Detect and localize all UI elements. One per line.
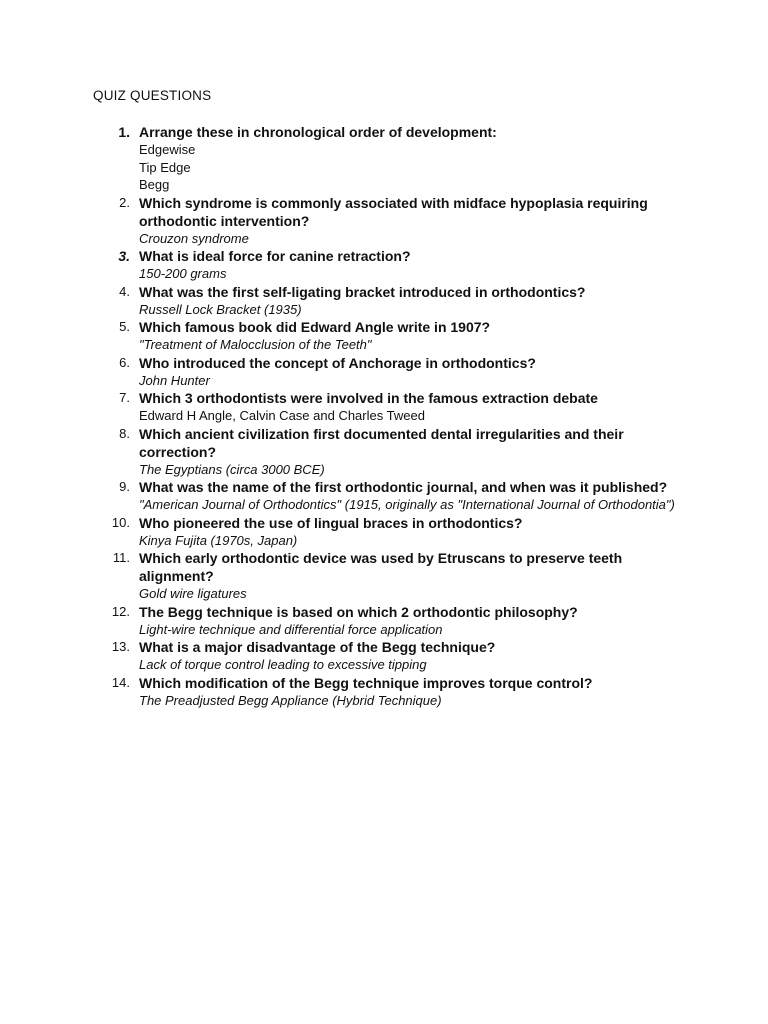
question-item xyxy=(93,549,693,603)
question-body xyxy=(139,478,693,514)
question-number: 3. xyxy=(118,248,130,264)
answer-text: John Hunter xyxy=(139,372,210,388)
answer-text: Edgewise xyxy=(139,142,196,157)
question-item xyxy=(93,638,693,674)
question-body xyxy=(139,247,693,283)
question-number: 12. xyxy=(111,603,130,619)
answer-text: Tip Edge xyxy=(139,159,191,175)
question-item xyxy=(93,425,693,479)
question-number: 8. xyxy=(119,425,130,441)
question-body xyxy=(139,514,693,550)
question-text: Which ancient civilization first documented dental irregularities and their correction? xyxy=(139,425,624,460)
question-text: Who pioneered the use of lingual braces in orthodontics? xyxy=(139,514,523,531)
question-item xyxy=(93,194,693,248)
answer-text: The Preadjusted Begg Appliance (Hybrid Technique) xyxy=(139,692,442,708)
question-number: 2. xyxy=(119,194,130,210)
question-text: Which syndrome is commonly associated with midface hypoplasia requiring orthodontic intervention? xyxy=(139,194,648,229)
answer-text: Crouzon syndrome xyxy=(139,230,249,246)
question-number: 5. xyxy=(119,319,130,334)
question-body xyxy=(139,603,693,639)
question-number: 1. xyxy=(118,124,130,140)
question-item xyxy=(93,354,693,390)
question-body xyxy=(139,549,693,603)
question-item xyxy=(93,318,693,354)
question-body xyxy=(139,354,693,390)
question-item xyxy=(93,123,693,194)
question-text: Which modification of the Begg technique improves torque control? xyxy=(139,674,593,691)
question-number: 14. xyxy=(111,674,130,690)
question-item xyxy=(93,283,693,319)
question-text: What was the name of the first orthodontic journal, and when was it published? xyxy=(139,479,668,495)
question-number: 4. xyxy=(119,283,130,299)
answer-text: Kinya Fujita (1970s, Japan) xyxy=(139,532,298,548)
answer-text: Gold wire ligatures xyxy=(139,586,247,601)
answer-text: "American Journal of Orthodontics" (1915, originally as "International Journal of Orthodontia") xyxy=(139,497,675,512)
question-text: What was the first self-ligating bracket introduced in orthodontics? xyxy=(139,283,586,300)
question-text: Which 3 orthodontists were involved in the famous extraction debate xyxy=(139,390,598,406)
question-item xyxy=(93,247,693,283)
question-number: 6. xyxy=(119,354,130,370)
question-item xyxy=(93,478,693,514)
answer-text: "Treatment of Malocclusion of the Teeth" xyxy=(139,337,372,352)
answer-text: Begg xyxy=(139,177,170,192)
page-title: QUIZ QUESTIONS xyxy=(93,88,212,103)
question-body xyxy=(139,389,693,425)
question-text: Which famous book did Edward Angle write in 1907? xyxy=(139,319,491,335)
question-item xyxy=(93,674,693,710)
question-body xyxy=(139,194,693,248)
question-body xyxy=(139,318,693,354)
question-body xyxy=(139,283,693,319)
question-number: 11. xyxy=(112,550,130,565)
question-body xyxy=(139,123,693,194)
question-body xyxy=(139,674,693,710)
question-number: 7. xyxy=(119,390,130,405)
answer-text: Russell Lock Bracket (1935) xyxy=(139,301,302,317)
question-body xyxy=(139,425,693,479)
answer-text: Lack of torque control leading to excessive tipping xyxy=(139,657,427,672)
question-item xyxy=(93,514,693,550)
answer-text: 150-200 grams xyxy=(139,266,227,281)
question-number: 10. xyxy=(111,514,130,530)
question-number: 13. xyxy=(111,639,130,654)
question-text: Who introduced the concept of Anchorage in orthodontics? xyxy=(139,354,536,371)
question-text: Arrange these in chronological order of development: xyxy=(139,124,497,140)
question-number: 9. xyxy=(119,479,130,494)
question-text: Which early orthodontic device was used by Etruscans to preserve teeth alignment? xyxy=(139,550,623,584)
question-list xyxy=(93,123,693,709)
question-text: The Begg technique is based on which 2 orthodontic philosophy? xyxy=(139,603,578,620)
answer-text: The Egyptians (circa 3000 BCE) xyxy=(139,461,325,477)
question-text: What is ideal force for canine retraction? xyxy=(139,248,411,264)
question-item xyxy=(93,603,693,639)
question-body xyxy=(139,638,693,674)
answer-text: Edward H Angle, Calvin Case and Charles Tweed xyxy=(139,408,425,423)
question-text: What is a major disadvantage of the Begg technique? xyxy=(139,639,496,655)
question-item xyxy=(93,389,693,425)
answer-text: Light-wire technique and differential force application xyxy=(139,621,443,637)
